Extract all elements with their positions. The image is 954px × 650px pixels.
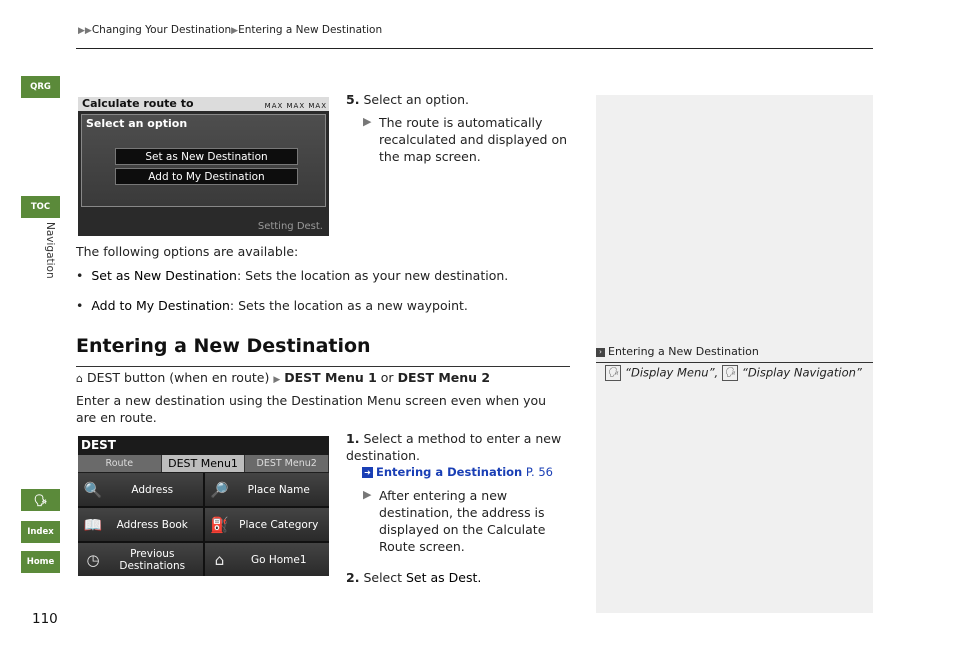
voice-command: “Display Navigation” [741, 365, 862, 380]
tab-route: Route [78, 455, 162, 472]
dest-menu-screenshot [78, 436, 329, 576]
tab-dest-menu-1: DEST Menu1 [162, 455, 246, 472]
toc-tab[interactable]: TOC [21, 196, 60, 218]
tab-dest-menu-2: DEST Menu2 [245, 455, 329, 472]
qrg-tab[interactable]: QRG [21, 76, 60, 98]
breadcrumb [78, 24, 382, 36]
link-arrow-icon: ➜ [362, 467, 373, 478]
menu-2: DEST Menu 2 [397, 370, 491, 385]
screen-title: DEST [78, 436, 329, 455]
breadcrumb-item[interactable]: Entering a New Destination [238, 24, 383, 36]
screen-title-bar [78, 97, 329, 111]
option-desc: : Sets the location as your new destination. [236, 268, 509, 283]
note-divider [596, 362, 873, 363]
previous-destinations-icon: ◷ [86, 550, 100, 569]
step-number: 1. [346, 431, 360, 446]
screen-footer: Setting Dest. [257, 221, 323, 232]
link-page[interactable]: P. 56 [525, 465, 553, 479]
voice-commands [605, 365, 862, 381]
address-book-icon: 📖 [83, 515, 103, 534]
voice-command: “Display Menu” [625, 365, 715, 380]
calculate-route-screenshot [78, 97, 329, 236]
note-heading [596, 345, 759, 358]
option-term: Add to My Destination [91, 298, 230, 313]
step-1 [346, 430, 566, 464]
step-number: 2. [346, 570, 360, 585]
home-tab[interactable]: Home [21, 551, 60, 573]
triangle-right-icon: ▶ [363, 488, 372, 501]
step-term: Set as Dest. [405, 570, 482, 585]
section-label: Navigation [44, 222, 56, 279]
step-text: Select a method to enter a new destination. [346, 431, 562, 463]
screen-tabs [78, 455, 329, 472]
triangle-right-icon: ▶ [363, 115, 372, 128]
step-5-result: The route is automatically recalculated and displayed on the map screen. [379, 115, 568, 164]
menu-label: Address Book [116, 518, 188, 531]
step-5 [346, 91, 469, 108]
voice-command-icon: 🗣 [722, 365, 738, 381]
option-term: Set as New Destination [91, 268, 237, 283]
status-icons: MAX MAX MAX [264, 102, 327, 110]
section-divider [76, 366, 570, 367]
section-intro: Enter a new destination using the Destination Menu screen even when you are en route. [76, 393, 547, 425]
address-item [78, 473, 203, 506]
step-number: 5. [346, 92, 360, 107]
options-intro: The following options are available: [76, 244, 299, 259]
place-name-icon: 🔎 [210, 480, 229, 499]
header-divider [76, 48, 873, 49]
menu-label: Place Name [247, 483, 310, 496]
panel-title: Select an option [86, 117, 188, 130]
menu-1: DEST Menu 1 [284, 370, 377, 385]
note-heading-text: Entering a New Destination [608, 345, 759, 358]
address-book-item [78, 508, 203, 541]
place-category-item [205, 508, 330, 541]
menu-label: Address [131, 483, 174, 496]
section-title: Entering a New Destination [76, 335, 371, 357]
screen-title: Calculate route to [82, 97, 194, 110]
or-word: or [380, 370, 394, 385]
index-tab[interactable]: Index [21, 521, 60, 543]
link-text[interactable]: Entering a Destination [376, 465, 523, 479]
step-text: Select an option. [363, 92, 470, 107]
option-desc: : Sets the location as a new waypoint. [229, 298, 468, 313]
step-2 [346, 569, 481, 586]
voice-command-icon: 🗣 [605, 365, 621, 381]
menu-label: Go Home1 [250, 553, 307, 566]
step-1-result: After entering a new destination, the address is displayed on the Calculate Route screen. [379, 488, 546, 554]
triangle-right-icon: ▶ [231, 26, 239, 36]
separator: , [714, 365, 719, 380]
bullet: • [76, 268, 92, 283]
menu-label: Previous Destinations [119, 547, 186, 572]
menu-grid [78, 473, 329, 576]
option-item [76, 297, 468, 314]
step-text: Select [363, 570, 402, 585]
home-icon: ⌂ [76, 372, 83, 385]
set-as-new-destination-button: Set as New Destination [115, 148, 298, 165]
page-number: 110 [32, 611, 58, 627]
add-to-my-destination-button: Add to My Destination [115, 168, 298, 185]
bullet: • [76, 298, 92, 313]
previous-destinations-item [78, 543, 203, 576]
triangle-right-icon: ▶ [273, 375, 281, 385]
options-panel [81, 114, 326, 207]
path-prefix: DEST button (when en route) [86, 370, 270, 385]
triangle-right-icon: ▶▶ [78, 26, 92, 36]
option-item [76, 267, 508, 284]
voice-command-icon: 🗣 [33, 493, 48, 507]
address-icon: 🔍 [83, 480, 103, 499]
breadcrumb-item[interactable]: Changing Your Destination [91, 24, 232, 36]
home-icon: ⌂ [214, 550, 225, 569]
note-marker-icon: › [596, 348, 605, 357]
cross-reference-link[interactable] [362, 464, 553, 481]
voice-command-tab[interactable] [21, 489, 60, 511]
menu-path [76, 369, 490, 389]
go-home-item [205, 543, 330, 576]
place-name-item [205, 473, 330, 506]
place-category-icon: ⛽ [210, 515, 229, 534]
menu-label: Place Category [239, 518, 319, 531]
